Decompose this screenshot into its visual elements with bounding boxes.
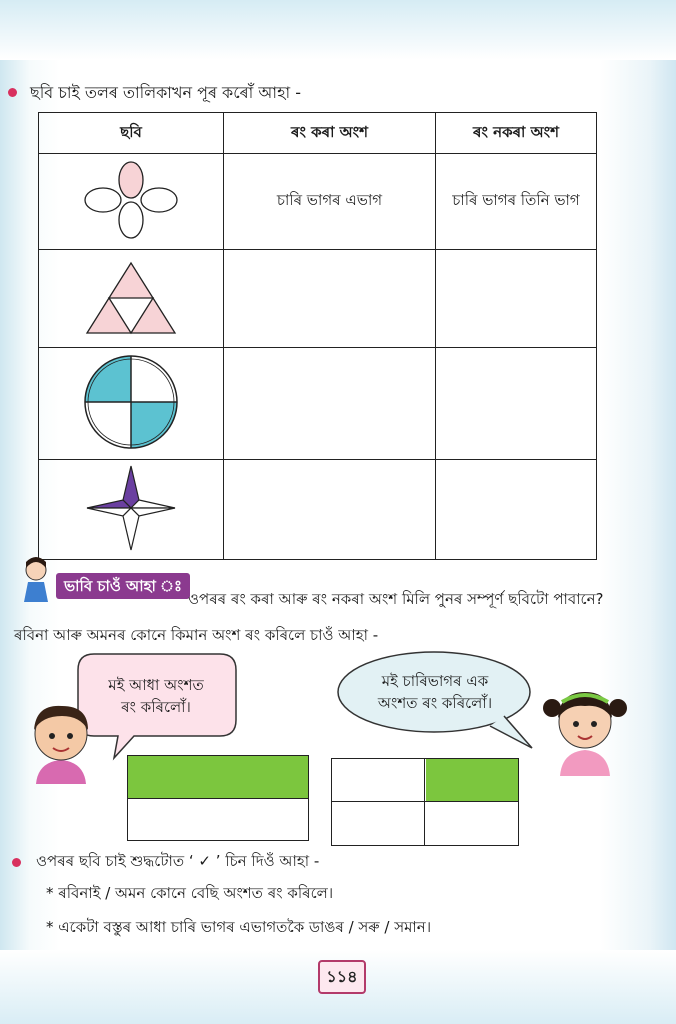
table-header-row bbox=[39, 113, 597, 154]
girl-icon bbox=[540, 680, 630, 776]
instruction-tick-correct: ওপৰৰ ছবি চাই শুদ্ধটোত ‘ ✓ ’ চিন দিওঁ আহা - bbox=[36, 852, 320, 870]
prompt-who-colored: ৰবিনা আৰু অমনৰ কোনে কিমান অংশ ৰং কৰিলে চাওঁ আহা - bbox=[14, 626, 379, 644]
statement-2[interactable]: * একেটা বস্তুৰ আধা চাৰি ভাগৰ এভাগতকৈ ডাঙৰ / সৰু / সমান। bbox=[46, 918, 432, 936]
girl-bubble-line2: অংশত ৰং কৰিলোঁ। bbox=[377, 694, 493, 712]
think-label: ভাবি চাওঁ আহা ঃ bbox=[56, 573, 190, 599]
think-question: ওপৰৰ ৰং কৰা আৰু ৰং নকৰা অংশ মিলি পুনৰ সম্পূৰ্ণ ছবিটো পাবানে? bbox=[188, 590, 604, 608]
header-colored-part: ৰং কৰা অংশ bbox=[224, 113, 436, 154]
table-row bbox=[39, 348, 597, 460]
girl-bubble-line1: মই চাৰিভাগৰ এক bbox=[381, 672, 489, 690]
flower-colored-answer: চাৰি ভাগৰ এভাগ bbox=[224, 154, 436, 250]
star-colored-answer[interactable] bbox=[224, 460, 436, 560]
bullet-icon bbox=[8, 88, 17, 97]
flower-uncolored-answer: চাৰি ভাগৰ তিনি ভাগ bbox=[436, 154, 597, 250]
quarter-colored-strip bbox=[331, 758, 519, 846]
star-shape-icon bbox=[81, 462, 181, 554]
table-row bbox=[39, 154, 597, 250]
statement-1[interactable]: * ৰবিনাই / অমন কোনে বেছি অংশত ৰং কৰিলে। bbox=[46, 884, 334, 902]
triangle-shape-icon bbox=[81, 257, 181, 337]
flower-cell bbox=[39, 154, 224, 250]
triangle-cell bbox=[39, 250, 224, 348]
boy-bubble-line2: ৰং কৰিলোঁ। bbox=[121, 698, 191, 716]
fraction-table bbox=[38, 112, 597, 560]
triangle-colored-answer[interactable] bbox=[224, 250, 436, 348]
triangle-uncolored-answer[interactable] bbox=[436, 250, 597, 348]
half-colored-part bbox=[128, 756, 308, 799]
circle-colored-answer[interactable] bbox=[224, 348, 436, 460]
girl-thinking-icon bbox=[16, 556, 56, 602]
star-cell bbox=[39, 460, 224, 560]
half-colored-strip bbox=[127, 755, 309, 841]
boy-speech-bubble bbox=[82, 662, 230, 730]
boy-icon bbox=[22, 698, 100, 784]
table-row bbox=[39, 460, 597, 560]
quarter-colored-part bbox=[426, 759, 518, 801]
header-uncolored-part: ৰং নকৰা অংশ bbox=[436, 113, 597, 154]
boy-bubble-line1: মই আধা অংশত bbox=[108, 676, 204, 694]
top-shading bbox=[0, 0, 676, 60]
instruction-fill-table: ছবি চাই তলৰ তালিকাখন পূৰ কৰোঁ আহা - bbox=[30, 83, 301, 102]
circle-cell bbox=[39, 348, 224, 460]
flower-shape-icon bbox=[81, 158, 181, 242]
star-uncolored-answer[interactable] bbox=[436, 460, 597, 560]
header-picture: ছবি bbox=[39, 113, 224, 154]
girl-speech-bubble bbox=[352, 660, 518, 724]
circle-uncolored-answer[interactable] bbox=[436, 348, 597, 460]
bullet-icon bbox=[12, 858, 21, 867]
table-row bbox=[39, 250, 597, 348]
page-number: ১১৪ bbox=[318, 960, 366, 994]
circle-shape-icon bbox=[79, 352, 183, 452]
